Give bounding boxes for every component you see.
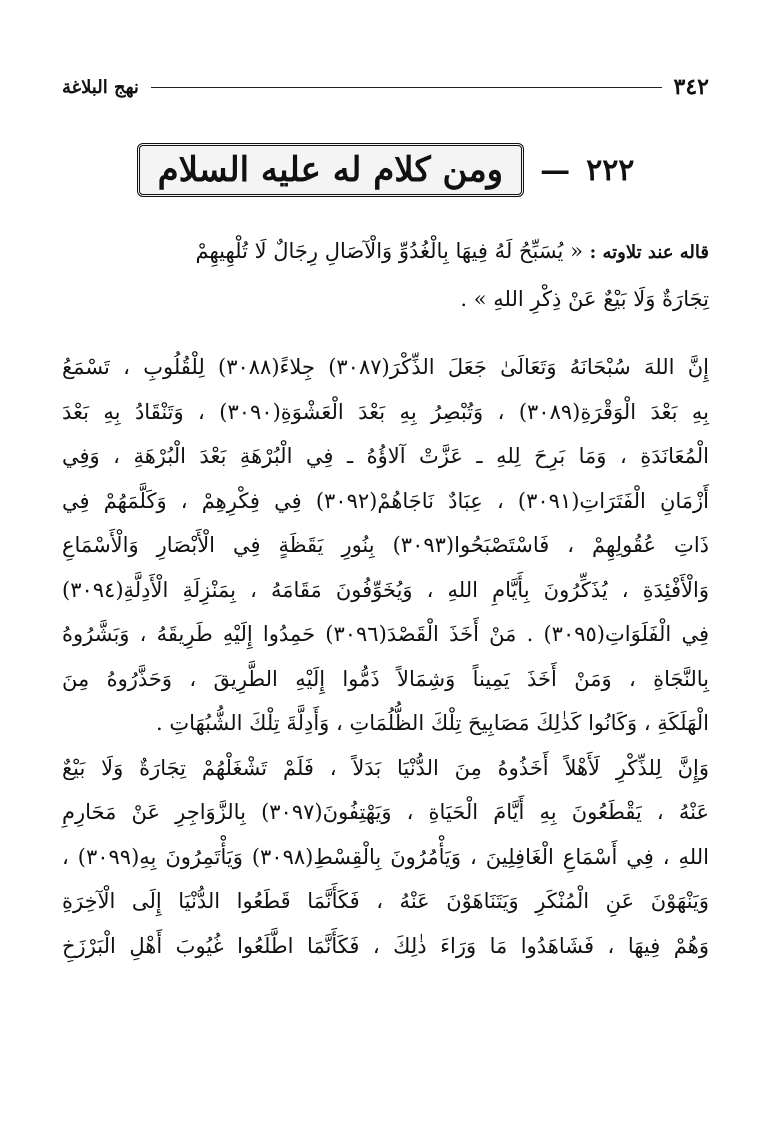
intro-label: قاله عند تلاوته : — [589, 242, 709, 263]
body-line: أَزْمَانِ الْفَتَرَاتِ(٣٠٩١) ، عِبَادٌ نَاجَاهُمْ(٣٠٩٢) فِي فِكْرِهِمْ ، وَكَلَّمَهُمْ فِي — [62, 488, 710, 513]
body-line: اللهِ ، فِي أَسْمَاعِ الْغَافِلِينَ ، وَيَأْمُرُونَ بِالْقِسْطِ(٣٠٩٨) وَيَأْتَمِرُونَ بِهِ(٣٠٩٩) ، — [62, 844, 709, 869]
body-line: إِنَّ اللهَ سُبْحَانَهُ وَتَعَالَىٰ جَعَلَ الذِّكْرَ(٣٠٨٧) جِلاءً(٣٠٨٨) لِلْقُلُوبِ ، تَسْمَعُ — [62, 355, 710, 379]
body-line: وَهُمْ فِيهَا ، فَشَاهَدُوا مَا وَرَاءَ ذٰلِكَ ، فَكَأَنَّمَا اطَّلَعُوا غُيُوبَ أَهْلِ الْبَرْزَخِ — [62, 933, 709, 958]
body-line: بِهِ بَعْدَ الْوَقْرَةِ(٣٠٨٩) ، وَتُبْصِرُ بِهِ بَعْدَ الْعَشْوَةِ(٣٠٩٠) ، وَتَنْقَادُ بِهِ بَعْدَ — [62, 399, 709, 424]
body-line: ذَاتِ عُقُولِهِمْ ، فَاسْتَصْبَحُوا(٣٠٩٣) بِنُورِ يَقَظَةٍ فِي الْأَبْصَارِ وَالْأَسْمَاعِ — [62, 533, 710, 557]
body-line: الْمُعَانَدَةِ ، وَمَا بَرِحَ لِلهِ ـ عَزَّتْ آلاؤُهُ ـ فِي الْبُرْهَةِ بَعْدَ الْبُرْهَةِ ، وَفِي — [62, 444, 709, 468]
quran-quote-line-2: تِجَارَةٌ وَلَا بَيْعٌ عَنْ ذِكْرِ اللهِ » . — [460, 287, 709, 311]
header-rule — [151, 87, 662, 88]
body-line: وَإِنَّ لِلذِّكْرِ لَأَهْلاً أَخَذُوهُ مِنَ الدُّنْيَا بَدَلاً ، فَلَمْ تَشْغَلْهُمْ تِجَارَةٌ وَلَا بَيْعٌ — [62, 755, 709, 780]
section-dash: — — [540, 152, 571, 188]
running-book-title: نهج البلاغة — [62, 76, 139, 98]
body-line: وَيَنْهَوْنَ عَنِ الْمُنْكَرِ وَيَتَنَاهَوْنَ عَنْهُ ، فَكَأَنَّمَا قَطَعُوا الدُّنْيَا إِلَى الْآخِرَةِ — [62, 889, 709, 913]
sermon-body — [62, 345, 709, 968]
intro-line — [62, 228, 709, 276]
body-line: بِالنَّجَاةِ ، وَمَنْ أَخَذَ يَمِيناً وَشِمَالاً ذَمُّوا إِلَيْهِ الطَّرِيقَ ، وَحَذَّرُوهُ مِنَ — [62, 666, 709, 691]
body-line: فِي الْفَلَوَاتِ(٣٠٩٥) . مَنْ أَخَذَ الْقَصْدَ(٣٠٩٦) حَمِدُوا إِلَيْهِ طَرِيقَهُ ، وَبَشَّرُوهُ — [62, 622, 710, 646]
section-heading: ومن كلام له عليه السلام — [137, 143, 524, 197]
page-header — [62, 70, 709, 104]
section-title — [0, 140, 771, 200]
page-number: ٣٤٢ — [673, 74, 709, 100]
body-line: الْهَلَكَةِ ، وَكَانُوا كَذٰلِكَ مَصَابِيحَ تِلْكَ الظُّلُمَاتِ ، وَأَدِلَّةَ تِلْكَ الشُّبُهَاتِ . — [155, 711, 709, 735]
body-line: عَنْهُ ، يَقْطَعُونَ بِهِ أَيَّامَ الْحَيَاةِ ، وَيَهْتِفُونَ(٣٠٩٧) بِالزَّوَاجِرِ عَنْ مَحَارِمِ — [62, 800, 709, 824]
body-line: وَالْأَفْئِدَةِ ، يُذَكِّرُونَ بِأَيَّامِ اللهِ ، وَيُخَوِّفُونَ مَقَامَهُ ، بِمَنْزِلَةِ الْأَدِلَّةِ(٣٠٩٤) — [62, 577, 709, 602]
quran-quote-line-1: « يُسَبِّحُ لَهُ فِيهَا بِالْغُدُوِّ وَالْآصَالِ رِجَالٌ لَا تُلْهِيهِمْ — [195, 239, 583, 263]
intro-paragraph — [62, 228, 709, 322]
section-number: ٢٢٢ — [586, 152, 635, 188]
